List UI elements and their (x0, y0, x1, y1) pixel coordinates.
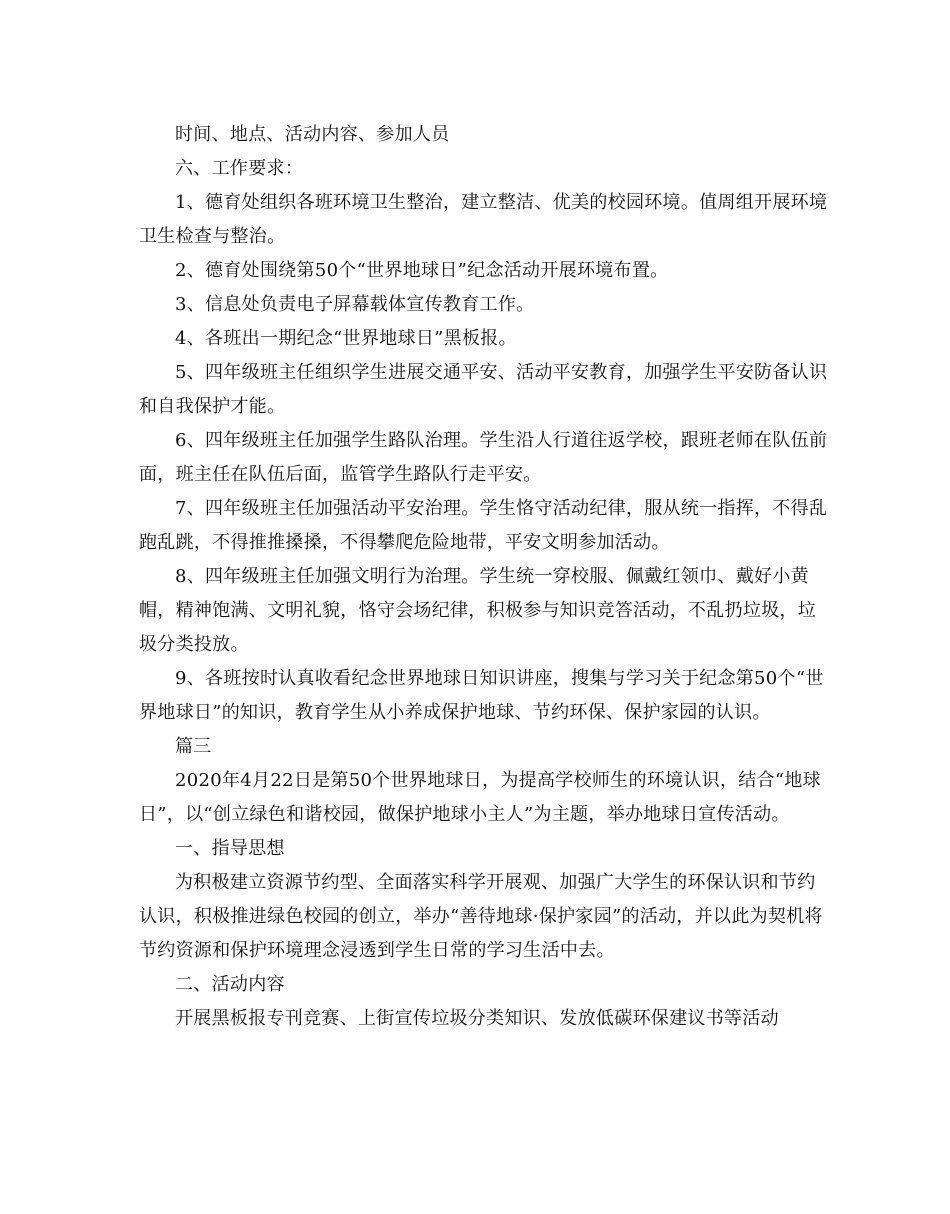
requirement-item-3: 3、信息处负责电子屏幕载体宣传教育工作。 (175, 294, 535, 315)
requirement-item-9: 9、各班按时认真收看纪念世界地球日知识讲座，搜集与学习关于纪念第50个“世界地球日”的知识，教育学生从小养成保护地球、节约环保、保护家园的认识。 (139, 668, 824, 723)
requirement-item-1: 1、德育处组织各班环境卫生整治，建立整洁、优美的校园环境。值周组开展环境卫生检查与整治。 (139, 192, 828, 247)
paragraph-time-place: 时间、地点、活动内容、参加人员 (175, 124, 450, 145)
document-body (139, 118, 829, 1036)
requirement-item-2: 2、德育处围绕第50个“世界地球日”纪念活动开展环境布置。 (175, 260, 669, 281)
requirement-item-7: 7、四年级班主任加强活动平安治理。学生恪守活动纪律，服从统一指挥，不得乱跑乱跳，不得推推搡搡，不得攀爬危险地带，平安文明参加活动。 (139, 498, 828, 553)
section-title-part-three: 篇三 (175, 736, 212, 757)
activity-content-paragraph: 开展黑板报专刊竞赛、上街宣传垃圾分类知识、发放低碳环保建议书等活动 (175, 1008, 779, 1029)
requirement-item-6: 6、四年级班主任加强学生路队治理。学生沿人行道往返学校，跟班老师在队伍前面，班主任在队伍后面，监管学生路队行走平安。 (139, 430, 828, 485)
requirement-item-5: 5、四年级班主任组织学生进展交通平安、活动平安教育，加强学生平安防备认识和自我保护才能。 (139, 362, 828, 417)
intro-paragraph: 2020年4月22日是第50个世界地球日，为提高学校师生的环境认识，结合“地球日”，以“创立绿色和谐校园，做保护地球小主人”为主题，举办地球日宣传活动。 (139, 770, 821, 825)
heading-guiding-ideology: 一、指导思想 (175, 838, 285, 859)
guiding-ideology-paragraph: 为积极建立资源节约型、全面落实科学开展观、加强广大学生的环保认识和节约认识，积极推进绿色校园的创立，举办“善待地球·保护家园”的活动，并以此为契机将节约资源和保护环境理念浸透到学生日常的学习生活中去。 (139, 872, 823, 961)
heading-activity-content: 二、活动内容 (175, 974, 285, 995)
heading-work-requirements: 六、工作要求： (175, 158, 304, 179)
requirement-item-4: 4、各班出一期纪念“世界地球日”黑板报。 (175, 328, 517, 349)
requirement-item-8: 8、四年级班主任加强文明行为治理。学生统一穿校服、佩戴红领巾、戴好小黄帽，精神饱满、文明礼貌，恪守会场纪律，积极参与知识竞答活动，不乱扔垃圾，垃圾分类投放。 (139, 566, 817, 655)
